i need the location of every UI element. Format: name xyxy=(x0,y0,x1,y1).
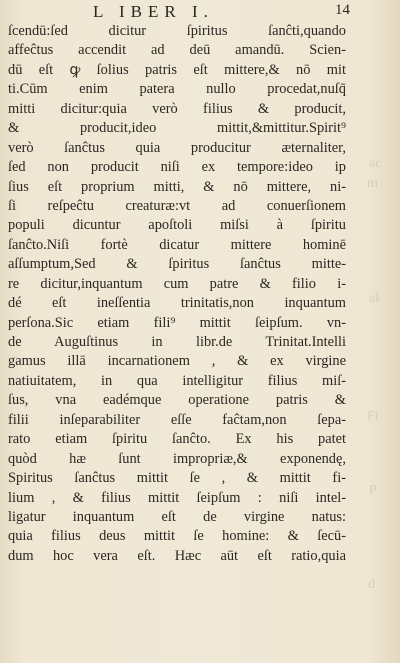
text-line: verò ſanĉtus quia producitur æternaliter, xyxy=(8,139,346,156)
text-line: dum hoc vera eſt. Hæc aūt eſt ratio,quia xyxy=(8,547,346,564)
running-head xyxy=(50,2,350,24)
book-title: L IBER I. xyxy=(93,2,214,21)
text-line: re dicitur,inquantum cum patre & filio i- xyxy=(8,275,346,292)
text-line: ſi reſpeĉtu creaturæ:vt ad conuerſionem xyxy=(8,197,346,214)
text-line: affeĉtus accendit ad deū amandū. Scien- xyxy=(8,42,346,59)
text-line: ſanĉto.Niſi fortè dicatur mittere hominē xyxy=(8,236,346,253)
text-line: lium , & filius mittit ſeipſum : niſi intel- xyxy=(8,489,346,506)
text-line: ti.Cūm enim patera nullo procedat,nuſq̄ xyxy=(8,81,346,98)
text-line: natiuitatem, in qua intelligitur filius miſ- xyxy=(8,372,346,389)
text-line: Spiritus ſanĉtus mittit ſe , & mittit fi- xyxy=(8,470,346,487)
text-line: filii inſeparabiliter eſſe faĉtam,non ſepa- xyxy=(8,411,346,428)
text-line: ſcendū:ſed dicitur ſpiritus ſanĉti,quando xyxy=(8,23,346,39)
text-line: perſona.Sic etiam fili⁹ mittit ſeipſum. vn- xyxy=(8,314,346,331)
text-line: ſius eſt proprium mitti, & nō mittere, ni- xyxy=(8,178,346,195)
text-line: dé eſt ineſſentia trinitatis,non inquantum xyxy=(8,295,346,312)
text-line: populi dicuntur apoſtoli miſsi à ſpiritu xyxy=(8,217,346,234)
text-line: dū eſt ꝙ ſolius patris eſt mittere,& nō mit xyxy=(8,61,346,78)
text-line: quòd hæ ſunt impropriæ,& exponendę, xyxy=(8,450,346,467)
text-line: aſſumptum,Sed & ſpiritus ſanĉtus mitte- xyxy=(8,256,346,273)
text-line: quia filius deus mittit ſe homine: & ſecū- xyxy=(8,528,346,545)
text-line: mitti dicitur:quia verò filius & producit, xyxy=(8,100,346,117)
text-line: & producit,ideo mittit,&mittitur.Spirit⁹ xyxy=(8,120,346,137)
text-line: rato etiam ſpiritu ſanĉto. Ex his patet xyxy=(8,431,346,448)
page-number: 14 xyxy=(335,2,350,18)
body-text xyxy=(8,22,346,566)
text-line: ligatur inquantum eſt de virgine natus: xyxy=(8,508,346,525)
text-line: ſus, vna eadémque operatione patris & xyxy=(8,392,346,409)
show-through-bleed: ac m al Fi P d xyxy=(367,156,382,592)
text-line: de Auguſtinus in libr.de Trinitat.Intelli xyxy=(8,334,346,350)
text-line: gamus illā incarnationem , & ex virgine xyxy=(8,353,346,370)
text-line: ſed non producit niſi ex tempore:ideo ip xyxy=(8,159,346,176)
